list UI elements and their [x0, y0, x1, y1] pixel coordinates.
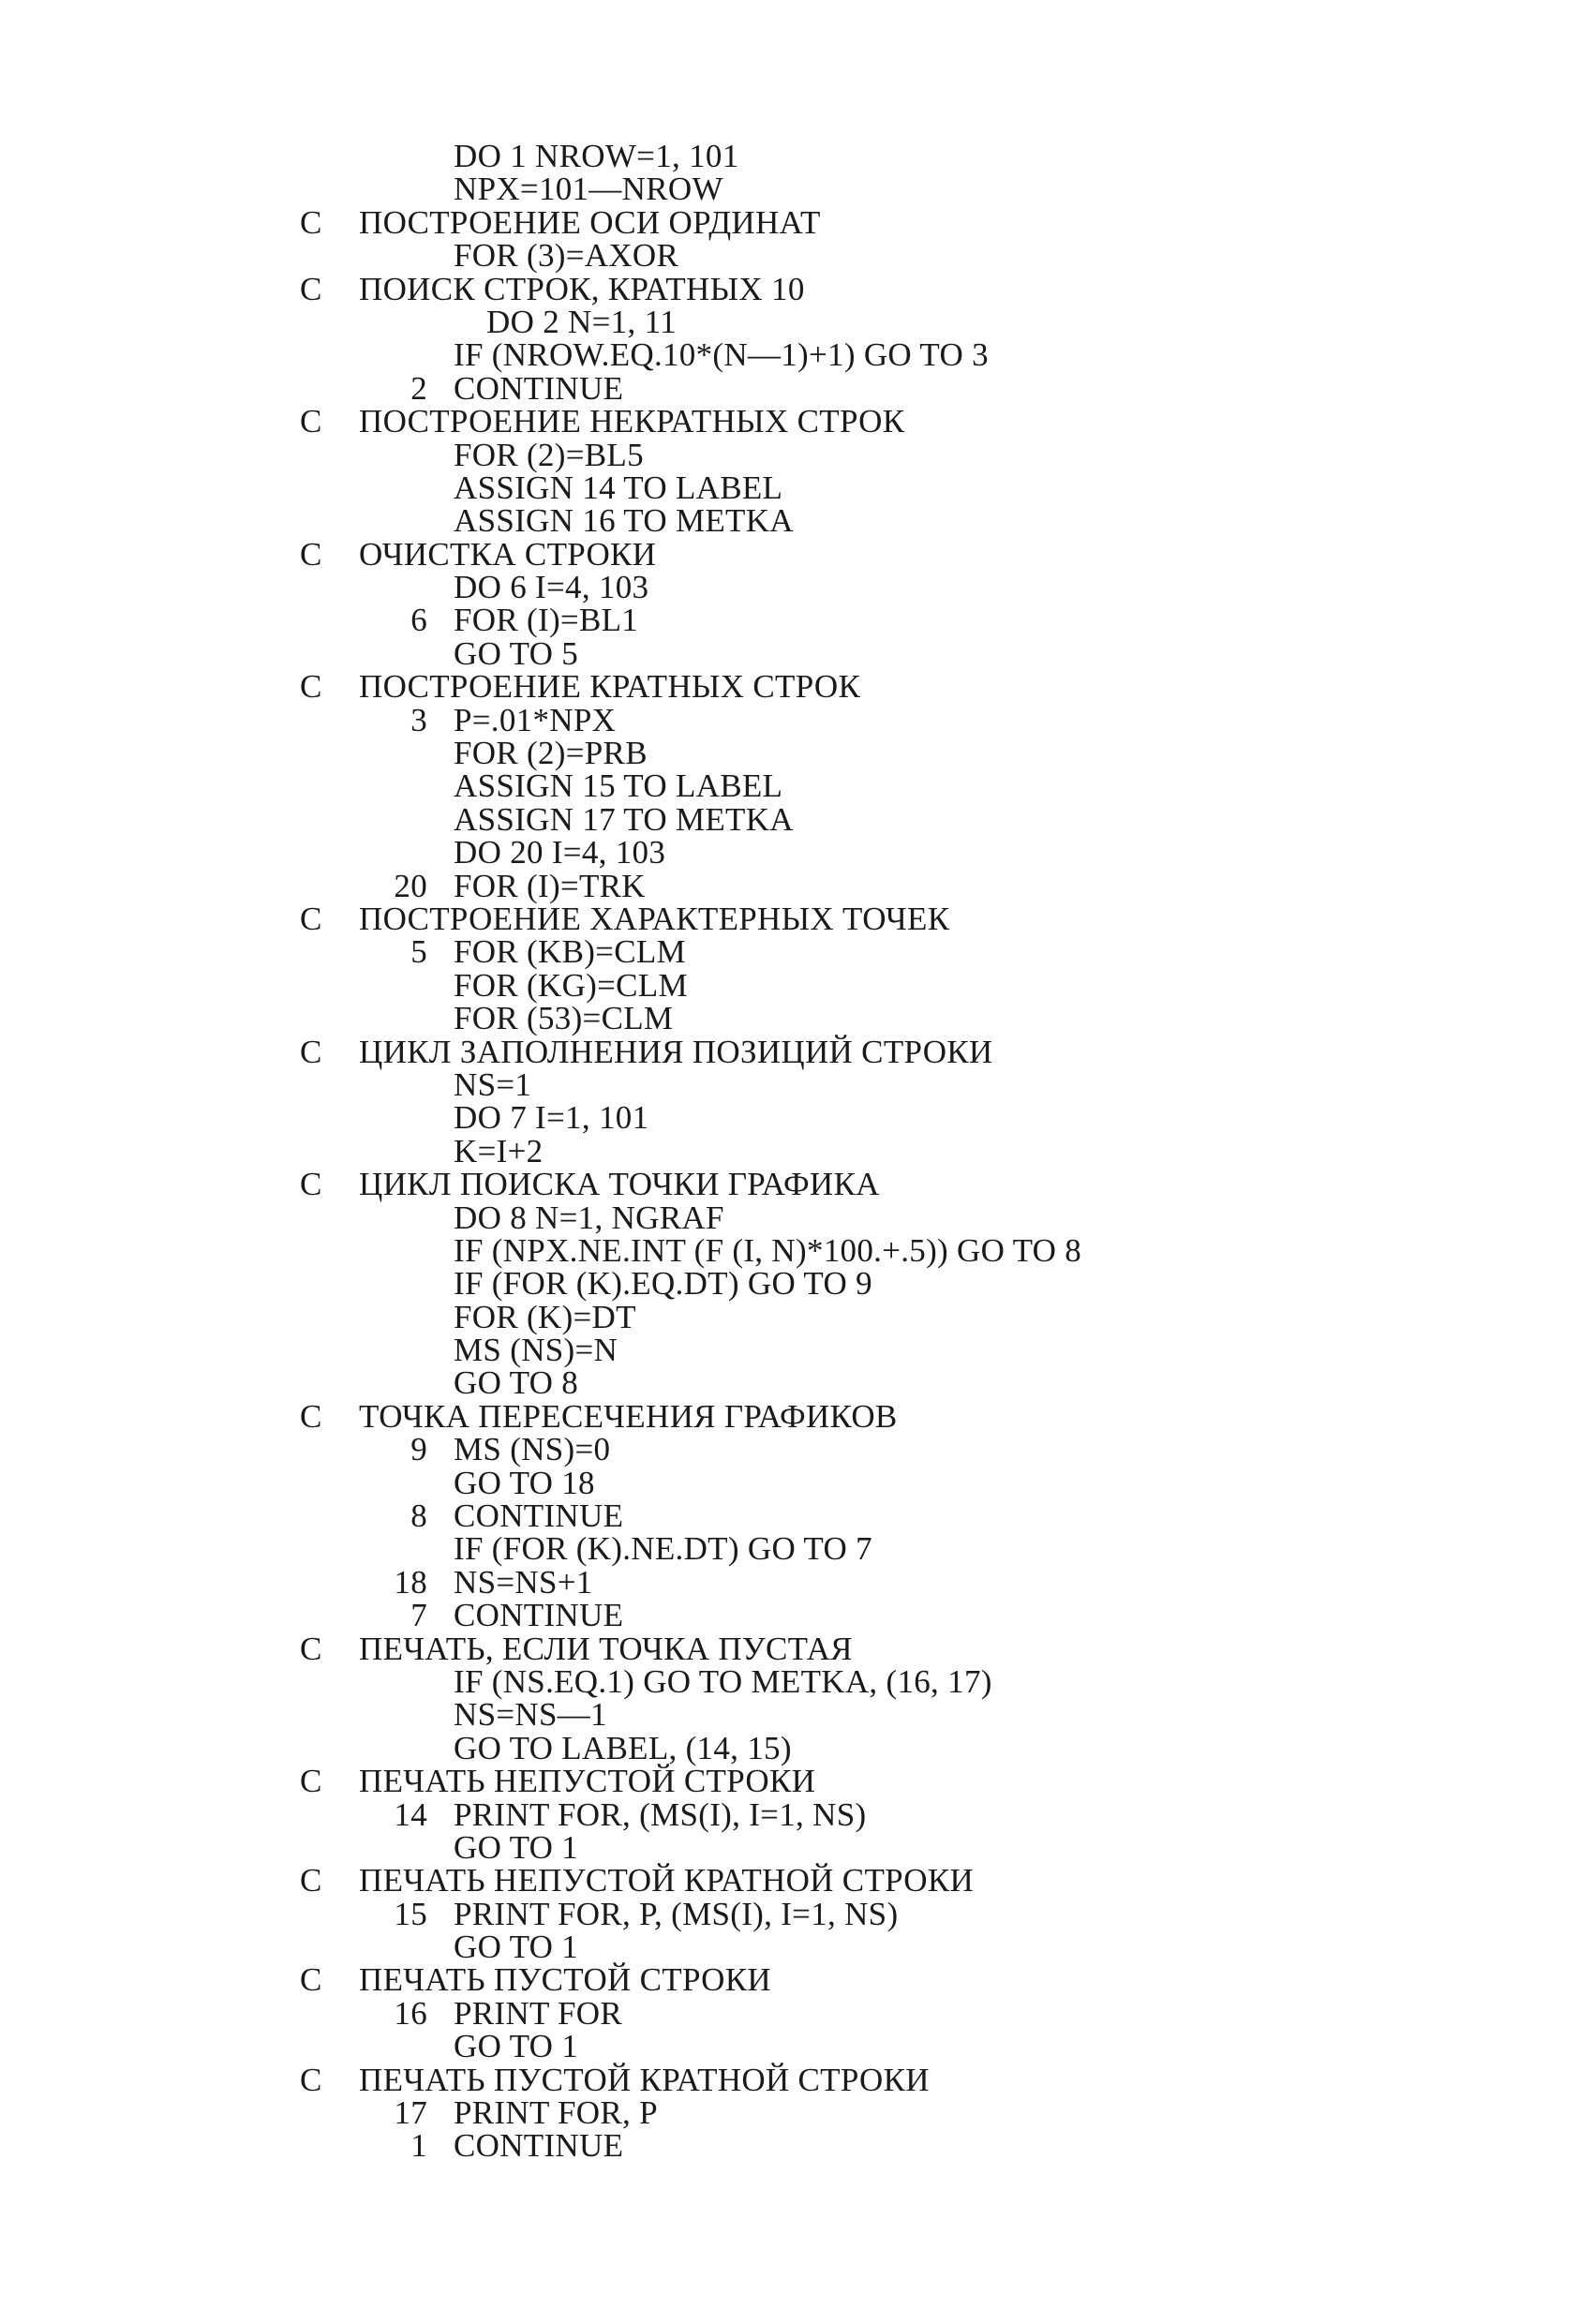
comment-line [0, 535, 1594, 573]
code-line [0, 1201, 1594, 1234]
comment-marker: C [300, 403, 322, 440]
code-line [0, 634, 1594, 672]
statement-text: FOR (53)=CLM [454, 1000, 674, 1037]
comment-marker: C [300, 1630, 322, 1667]
comment-text: ПОСТРОЕНИЕ ХАРАКТЕРНЫХ ТОЧЕК [359, 900, 950, 937]
statement-text: FOR (KG)=CLM [454, 966, 688, 1004]
code-line [0, 369, 1594, 407]
statement-text: FOR (K)=DT [454, 1298, 636, 1335]
statement-text: ASSIGN 14 TO LABEL [454, 469, 783, 506]
code-line [0, 1530, 1594, 1568]
code-line [0, 1132, 1594, 1169]
comment-text: ПОИСК СТРОК, КРАТНЫХ 10 [359, 270, 805, 307]
statement-text: DO 8 N=1, NGRAF [454, 1199, 724, 1236]
code-line [0, 305, 1594, 338]
statement-label: 6 [410, 602, 427, 639]
statement-text: PRINT FOR [454, 1994, 623, 2032]
statement-text: GO TO LABEL, (14, 15) [454, 1729, 792, 1766]
statement-text: DO 6 I=4, 103 [454, 569, 649, 606]
statement-text: P=.01*NPX [454, 701, 617, 738]
code-line [0, 1994, 1594, 2032]
code-line [0, 602, 1594, 639]
code-line [0, 1729, 1594, 1766]
statement-text: DO 1 NROW=1, 101 [454, 138, 739, 174]
code-line [0, 2094, 1594, 2132]
code-line [0, 1298, 1594, 1335]
code-line [0, 1662, 1594, 1700]
code-line [0, 1597, 1594, 1634]
comment-text: ПОСТРОЕНИЕ ОСИ ОРДИНАТ [359, 203, 821, 241]
comment-marker: C [300, 203, 322, 241]
code-line [0, 336, 1594, 374]
code-line [0, 1265, 1594, 1303]
comment-line [0, 1632, 1594, 1665]
code-line [0, 1231, 1594, 1269]
statement-label: 15 [394, 1895, 427, 1932]
statement-text: IF (FOR (K).NE.DT) GO TO 7 [454, 1530, 872, 1568]
statement-text: IF (FOR (K).EQ.DT) GO TO 9 [454, 1265, 872, 1303]
comment-marker: C [300, 900, 322, 937]
statement-label: 5 [410, 933, 427, 971]
statement-text: CONTINUE [454, 1497, 624, 1535]
statement-text: PRINT FOR, P [454, 2094, 658, 2132]
code-line [0, 471, 1594, 504]
comment-marker: C [300, 668, 322, 706]
statement-text: ASSIGN 15 TO LABEL [454, 767, 783, 805]
code-line [0, 735, 1594, 772]
comment-text: ПЕЧАТЬ, ЕСЛИ ТОЧКА ПУСТАЯ [359, 1630, 853, 1667]
code-line [0, 933, 1594, 971]
code-line [0, 1464, 1594, 1501]
code-line [0, 834, 1594, 872]
statement-label: 14 [394, 1795, 427, 1833]
statement-text: GO TO 8 [454, 1364, 579, 1402]
comment-line [0, 405, 1594, 438]
statement-text: FOR (I)=BL1 [454, 602, 639, 639]
statement-text: PRINT FOR, (MS(I), I=1, NS) [454, 1795, 867, 1833]
comment-marker: C [300, 1397, 322, 1435]
comment-marker: C [300, 1763, 322, 1800]
statement-text: FOR (KB)=CLM [454, 933, 686, 971]
code-line [0, 1563, 1594, 1601]
comment-marker: C [300, 1166, 322, 1203]
comment-marker: C [300, 535, 322, 573]
code-line [0, 569, 1594, 606]
code-line [0, 767, 1594, 805]
comment-line [0, 1397, 1594, 1435]
statement-text: FOR (3)=AXOR [454, 237, 679, 275]
comment-line [0, 1166, 1594, 1203]
statement-text: ASSIGN 17 TO METKA [454, 800, 794, 838]
code-line [0, 800, 1594, 838]
code-line [0, 1364, 1594, 1402]
code-line [0, 1065, 1594, 1103]
statement-text: GO TO 18 [454, 1464, 595, 1501]
statement-text: FOR (2)=PRB [454, 735, 648, 772]
comment-line [0, 1864, 1594, 1897]
comment-text: ПЕЧАТЬ НЕПУСТОЙ СТРОКИ [359, 1763, 816, 1800]
statement-text: PRINT FOR, P, (MS(I), I=1, NS) [454, 1895, 899, 1932]
statement-text: IF (NPX.NE.INT (F (I, N)*100.+.5)) GO TO 8 [454, 1231, 1082, 1269]
code-line [0, 1696, 1594, 1734]
comment-text: ПЕЧАТЬ ПУСТОЙ КРАТНОЙ СТРОКИ [359, 2061, 930, 2098]
comment-line [0, 902, 1594, 935]
statement-label: 1 [410, 2127, 427, 2165]
statement-text: CONTINUE [454, 1597, 624, 1634]
statement-text: K=I+2 [454, 1132, 544, 1169]
code-line [0, 701, 1594, 738]
code-line [0, 1929, 1594, 1966]
code-line [0, 1497, 1594, 1535]
code-line [0, 867, 1594, 904]
comment-text: ПЕЧАТЬ ПУСТОЙ СТРОКИ [359, 1961, 771, 1999]
statement-text: ASSIGN 16 TO METKA [454, 502, 794, 540]
comment-line [0, 668, 1594, 706]
statement-text: DO 7 I=1, 101 [454, 1099, 649, 1137]
comment-text: ЦИКЛ ПОИСКА ТОЧКИ ГРАФИКА [359, 1166, 880, 1203]
statement-text: DO 2 N=1, 11 [486, 303, 677, 340]
code-line [0, 2030, 1594, 2063]
code-line [0, 1002, 1594, 1035]
comment-line [0, 1961, 1594, 1999]
statement-text: NS=NS+1 [454, 1563, 593, 1601]
code-line [0, 966, 1594, 1004]
code-line [0, 2127, 1594, 2165]
comment-line [0, 2063, 1594, 2096]
comment-text: ПОСТРОЕНИЕ КРАТНЫХ СТРОК [359, 668, 861, 706]
code-line [0, 140, 1594, 172]
statement-text: IF (NROW.EQ.10*(N—1)+1) GO TO 3 [454, 336, 989, 374]
statement-label: 2 [410, 369, 427, 407]
code-line [0, 171, 1594, 208]
comment-marker: C [300, 2061, 322, 2098]
statement-label: 3 [410, 701, 427, 738]
statement-text: MS (NS)=0 [454, 1431, 611, 1468]
code-line [0, 1895, 1594, 1932]
statement-text: GO TO 5 [454, 634, 579, 672]
comment-marker: C [300, 1033, 322, 1070]
statement-text: GO TO 1 [454, 1828, 579, 1866]
statement-label: 17 [394, 2094, 427, 2132]
code-line [0, 502, 1594, 540]
code-line [0, 1099, 1594, 1137]
statement-text: DO 20 I=4, 103 [454, 834, 666, 872]
code-line [0, 237, 1594, 275]
statement-label: 18 [394, 1563, 427, 1601]
code-listing [0, 140, 1594, 2163]
statement-text: CONTINUE [454, 2127, 624, 2165]
comment-marker: C [300, 1961, 322, 1999]
code-line [0, 1795, 1594, 1833]
comment-text: ПОСТРОЕНИЕ НЕКРАТНЫХ СТРОК [359, 403, 905, 440]
statement-text: GO TO 1 [454, 2028, 579, 2065]
statement-text: CONTINUE [454, 369, 624, 407]
statement-label: 7 [410, 1597, 427, 1634]
comment-marker: C [300, 1862, 322, 1899]
statement-text: FOR (2)=BL5 [454, 436, 644, 473]
comment-text: ЦИКЛ ЗАПОЛНЕНИЯ ПОЗИЦИЙ СТРОКИ [359, 1033, 993, 1070]
comment-line [0, 1035, 1594, 1068]
statement-text: FOR (I)=TRK [454, 867, 646, 904]
statement-label: 16 [394, 1994, 427, 2032]
statement-text: NPX=101—NROW [454, 171, 723, 208]
statement-text: NS=1 [454, 1065, 532, 1103]
code-line [0, 436, 1594, 473]
code-line [0, 1433, 1594, 1466]
comment-text: ПЕЧАТЬ НЕПУСТОЙ КРАТНОЙ СТРОКИ [359, 1862, 975, 1899]
comment-line [0, 203, 1594, 241]
comment-marker: C [300, 270, 322, 307]
statement-text: MS (NS)=N [454, 1332, 618, 1369]
comment-text: ОЧИСТКА СТРОКИ [359, 535, 657, 573]
statement-text: GO TO 1 [454, 1929, 579, 1966]
code-line [0, 1828, 1594, 1866]
statement-label: 20 [394, 867, 427, 904]
code-line [0, 1332, 1594, 1369]
statement-text: NS=NS—1 [454, 1696, 607, 1734]
statement-label: 8 [410, 1497, 427, 1535]
statement-text: IF (NS.EQ.1) GO TO METKA, (16, 17) [454, 1662, 992, 1700]
statement-label: 9 [410, 1431, 427, 1468]
comment-line [0, 270, 1594, 307]
comment-line [0, 1763, 1594, 1800]
comment-text: ТОЧКА ПЕРЕСЕЧЕНИЯ ГРАФИКОВ [359, 1397, 898, 1435]
